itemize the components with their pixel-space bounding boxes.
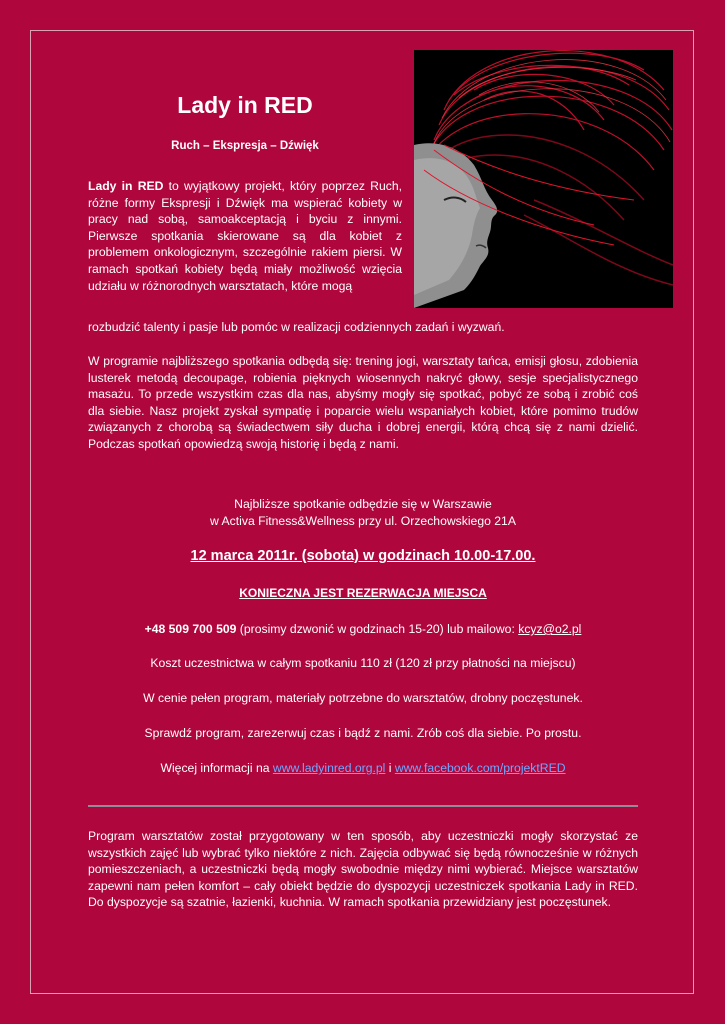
intro-line-1: to wyjątkowy projekt, który poprzez Ruch, różne formy Ekspresji <box>88 179 402 210</box>
location-text <box>88 496 638 529</box>
contact-line <box>88 621 638 638</box>
contact-middle-text: (prosimy dzwonić w godzinach 15-20) lub mailowo: <box>236 622 519 636</box>
reservation-notice: KONIECZNA JEST REZERWACJA MIEJSCA <box>239 586 487 600</box>
cost-text: Koszt uczestnictwa w całym spotkaniu 110 zł (120 zł przy płatności na miejscu) <box>150 656 576 670</box>
woman-red-hair-illustration <box>414 50 673 308</box>
footer-paragraph: Program warsztatów został przygotowany w ten sposób, aby uczestniczki mogły skorzystać ze wszystkich zajęć lub wybrać tylko niektóre z nich. Zajęcia odbywać się będą równocześnie w różnych pomieszczeniach, a uczestniczki będą mogły swobodnie między nimi wybierać. Miejsce warsztatów zapewni nam pełen komfort – cały obiekt będzie do dyspozycji uczestniczek spotkania Lady in RED. Do dyspozycje są szatnie, łazienki, kuchnia. W ramach spotkania przewidziany jest poczęstunek. <box>88 829 638 910</box>
intro-paragraph <box>88 178 402 294</box>
included-text: W cenie pełen program, materiały potrzebne do warsztatów, drobny poczęstunek. <box>143 691 583 705</box>
brand-name: Lady in RED <box>88 179 164 193</box>
page-title: Lady in RED <box>177 92 313 118</box>
call-to-action-text: Sprawdź program, zarezerwuj czas i bądź z nami. Zrób coś dla siebie. Po prostu. <box>144 726 582 740</box>
location-line-1: Najbliższe spotkanie odbędzie się w Warszawie <box>234 497 492 511</box>
more-info-joiner: i <box>385 761 395 775</box>
phone-number[interactable]: +48 509 700 509 <box>144 622 237 636</box>
event-date: 12 marca 2011r. (sobota) w godzinach 10.00-17.00. <box>190 548 536 564</box>
divider <box>88 805 638 807</box>
location-line-2: w Activa Fitness&Wellness przy ul. Orzechowskiego 21A <box>210 513 516 528</box>
more-info-line <box>88 760 638 777</box>
subtitle: Ruch – Ekspresja – Dźwięk <box>171 140 319 152</box>
more-info-prefix: Więcej informacji na <box>160 761 273 775</box>
website-link[interactable]: www.ladyinred.org.pl <box>272 761 386 775</box>
intro-line-2: i Dźwięk ma wspierać kobiety w pracy nad sobą, samoakceptacją i byciu z innymi. Pierwsze spotkania skierowane są dla kobiet z problemem onkologicznym, szczególnie rakiem piersi. W ramach spotkań kobiety będą miały możliwość wzięcia udziału w różnorodnych warsztatach, które mogą <box>88 195 402 293</box>
email-link[interactable]: kcyz@o2.pl <box>518 622 582 636</box>
intro-paragraph-last-line: rozbudzić talenty i pasje lub pomóc w realizacji codziennych zadań i wyzwań. <box>88 320 505 334</box>
facebook-link[interactable]: www.facebook.com/projektRED <box>394 761 566 775</box>
program-paragraph: W programie najbliższego spotkania odbędą się: trening jogi, warsztaty tańca, emisji głosu, zdobienia lusterek metodą decoupage, robienia pięknych wiosennych nakryć głowy, sesje specjalistycznego masażu. To przede wszystkim czas dla nas, abyśmy mogły się spotkać, pobyć ze sobą i zrobić coś dla siebie. Nasz projekt zyskał sympatię i poparcie wielu wspaniałych kobiet, które pomimo trudów związanych z chorobą są świadectwem siły ducha i dobrej energii, którą chcą się z nami dzielić. Podczas spotkań opowiedzą swoją historię i będą z nami. <box>88 354 638 451</box>
woman-red-hair-photo <box>414 50 673 308</box>
